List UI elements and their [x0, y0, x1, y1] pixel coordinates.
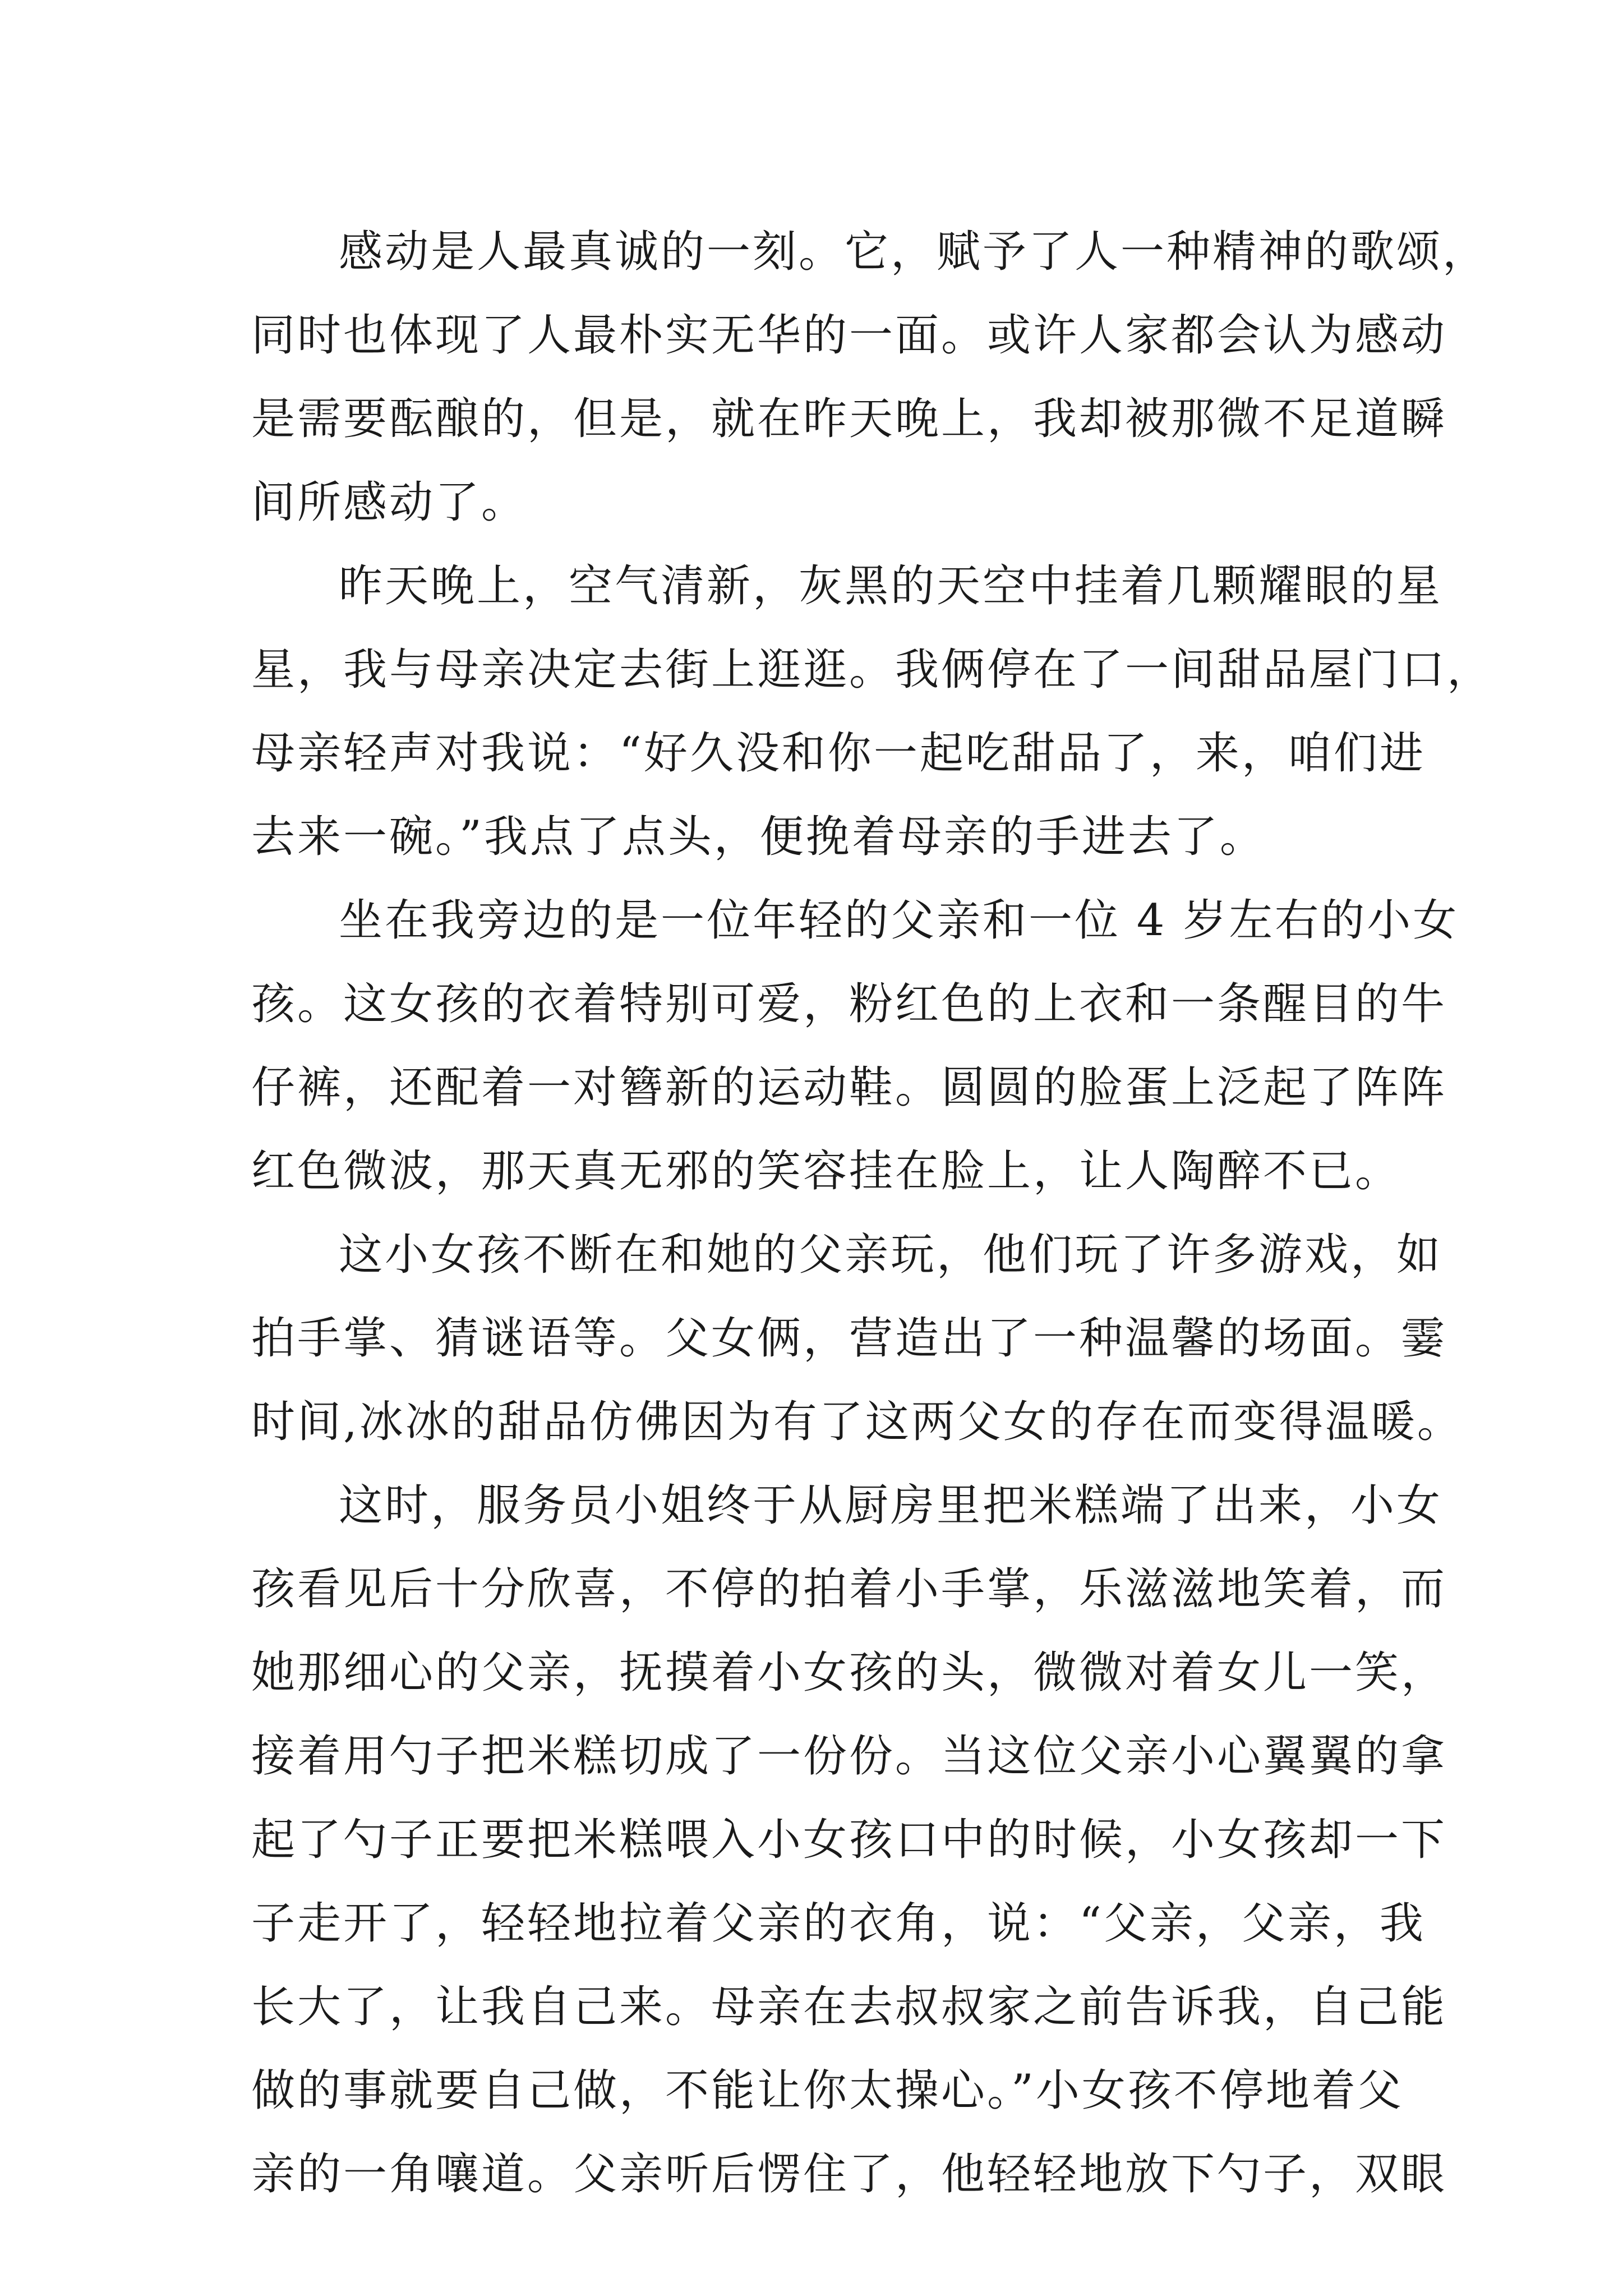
paragraph-5: [251, 1464, 1447, 2216]
text-line: 孩看见后十分欣喜，不停的拍着小手掌，乐滋滋地笑着，而: [251, 1564, 1447, 1614]
text-line: 星，我与母亲决定去街上逛逛。我俩停在了一间甜品屋门口，: [251, 645, 1493, 695]
paragraph-4: [251, 1213, 1463, 1464]
paragraph-1: [251, 210, 1489, 545]
paragraph-2: [251, 545, 1493, 879]
text-line: 接着用勺子把米糕切成了一份份。当这位父亲小心翼翼的拿: [251, 1731, 1447, 1782]
text-line: 同时也体现了人最朴实无华的一面。或许人家都会认为感动: [251, 310, 1447, 361]
text-line: 时间,冰冰的甜品仿佛因为有了这两父女的存在而变得温暖。: [251, 1397, 1463, 1447]
text-line: 是需要酝酿的，但是，就在昨天晚上，我却被那微不足道瞬: [251, 394, 1447, 444]
text-line: 去来一碗。”我点了点头，便挽着母亲的手进去了。: [251, 812, 1266, 862]
text-line: 她那细心的父亲，抚摸着小女孩的头，微微对着女儿一笑，: [251, 1648, 1447, 1698]
text-line: 昨天晚上，空气清新，灰黑的天空中挂着几颗耀眼的星: [339, 561, 1443, 611]
document-body: [251, 210, 1493, 2216]
text-line: 间所感动了。: [251, 477, 528, 528]
text-line: 母亲轻声对我说：“好久没和你一起吃甜品了，来，咱们进: [251, 728, 1426, 779]
text-line: 感动是人最真诚的一刻。它，赋予了人一种精神的歌颂，: [339, 227, 1489, 277]
text-line: 起了勺子正要把米糕喂入小女孩口中的时候，小女孩却一下: [251, 1815, 1447, 1865]
text-line: 孩。这女孩的衣着特别可爱，粉红色的上衣和一条醒目的牛: [251, 979, 1447, 1029]
text-line: 坐在我旁边的是一位年轻的父亲和一位 4 岁左右的小女: [339, 895, 1459, 946]
text-line: 红色微波，那天真无邪的笑容挂在脸上，让人陶醉不已。: [251, 1146, 1401, 1197]
text-line: 子走开了，轻轻地拉着父亲的衣角，说：“父亲，父亲，我: [251, 1898, 1426, 1949]
text-line: 亲的一角嚷道。父亲听后愣住了，他轻轻地放下勺子，双眼: [251, 2149, 1447, 2200]
text-line: 这时，服务员小姐终于从厨房里把米糕端了出来，小女: [339, 1480, 1443, 1531]
paragraph-3: [251, 879, 1459, 1213]
text-line: 拍手掌、猜谜语等。父女俩，营造出了一种温馨的场面。霎: [251, 1313, 1447, 1364]
text-line: 这小女孩不断在和她的父亲玩，他们玩了许多游戏，如: [339, 1230, 1443, 1280]
text-line: 做的事就要自己做，不能让你太操心。”小女孩不停地着父: [251, 2065, 1404, 2116]
text-line: 长大了，让我自己来。母亲在去叔叔家之前告诉我，自己能: [251, 1982, 1447, 2032]
text-line: 仔裤，还配着一对簪新的运动鞋。圆圆的脸蛋上泛起了阵阵: [251, 1062, 1447, 1113]
